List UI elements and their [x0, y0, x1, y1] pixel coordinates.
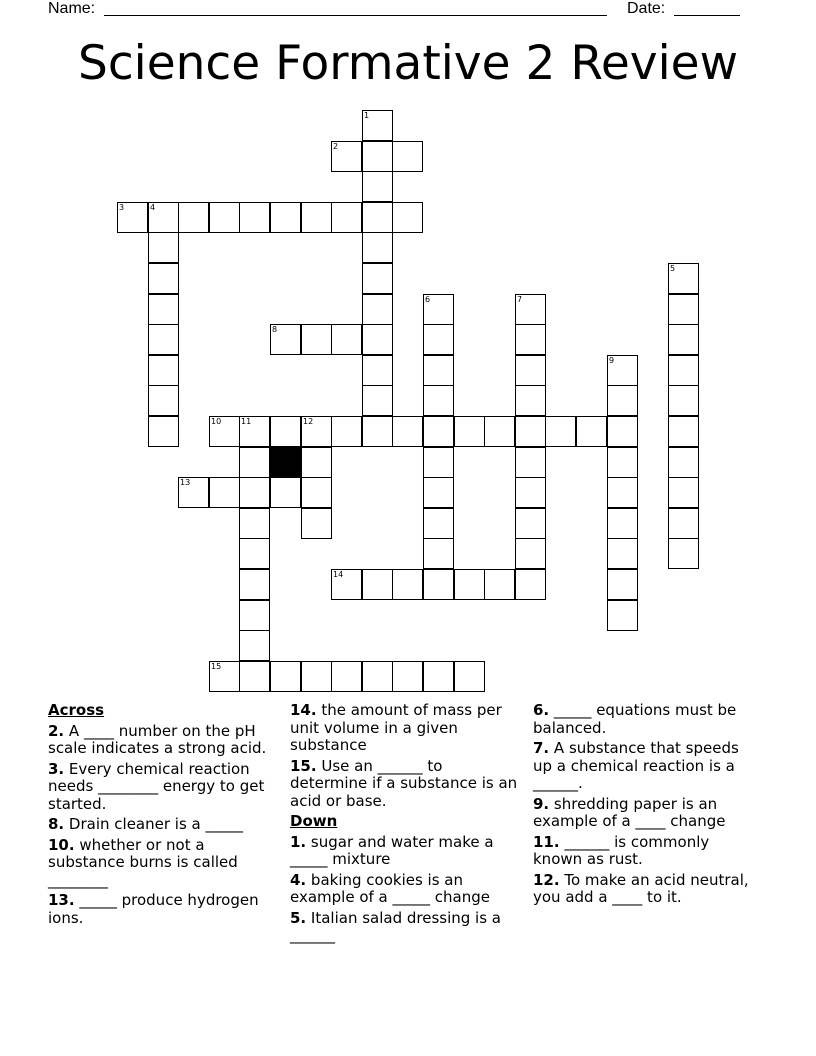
crossword-cell[interactable] [515, 385, 546, 416]
crossword-cell[interactable] [668, 385, 699, 416]
crossword-cell[interactable] [392, 569, 423, 600]
clue-number: 4. [290, 870, 307, 889]
crossword-cell[interactable] [209, 661, 240, 692]
crossword-cell[interactable] [209, 416, 240, 447]
crossword-cell[interactable] [209, 477, 240, 508]
clue-number: 10. [48, 835, 75, 854]
crossword-cell[interactable] [331, 141, 362, 172]
clue-text: A ____ number on the pH scale indicates a strong acid. [48, 721, 267, 757]
page-title: Science Formative 2 Review [77, 36, 739, 91]
crossword-cell[interactable] [362, 324, 393, 355]
crossword-cell[interactable] [515, 294, 546, 325]
crossword-cell[interactable] [423, 538, 454, 569]
crossword-cell[interactable] [454, 416, 485, 447]
crossword-cell[interactable] [270, 661, 301, 692]
cell-number-label: 3 [119, 203, 125, 212]
clue-text: To make an acid neutral, you add a ____ to it. [533, 870, 749, 906]
crossword-cell[interactable] [148, 232, 179, 263]
clue-text: _____ equations must be balanced. [533, 701, 737, 737]
crossword-cell[interactable] [362, 661, 393, 692]
crossword-cell[interactable] [423, 569, 454, 600]
clue-text: Use an ______ to determine if a substance is an acid or base. [290, 756, 518, 810]
crossword-cell[interactable] [148, 263, 179, 294]
crossword-cell[interactable] [239, 416, 270, 447]
clue-number: 6. [533, 701, 550, 719]
cell-number-label: 7 [517, 295, 523, 304]
clue-across-10 [48, 837, 270, 890]
crossword-cell[interactable] [607, 447, 638, 478]
crossword-cell[interactable] [515, 416, 546, 447]
crossword-cell[interactable] [301, 477, 332, 508]
clue-text: sugar and water make a _____ mixture [290, 832, 494, 868]
crossword-cell[interactable] [148, 202, 179, 233]
across-heading: Across [48, 701, 105, 719]
clue-down-9 [533, 796, 759, 831]
cell-number-label: 11 [241, 417, 252, 426]
crossword-cell[interactable] [576, 416, 607, 447]
crossword-cell[interactable] [270, 416, 301, 447]
clue-number: 8. [48, 815, 65, 833]
crossword-cell[interactable] [668, 447, 699, 478]
crossword-cell[interactable] [301, 508, 332, 539]
crossword-cell[interactable] [668, 416, 699, 447]
crossword-cell[interactable] [515, 447, 546, 478]
crossword-cell[interactable] [239, 630, 270, 661]
crossword-cell[interactable] [423, 477, 454, 508]
clue-down-1 [290, 834, 518, 869]
crossword-cell[interactable] [607, 600, 638, 631]
date-label: Date: [627, 0, 666, 17]
clue-text: whether or not a substance burns is called ________ [48, 835, 238, 889]
crossword-cell[interactable] [423, 447, 454, 478]
crossword-cell[interactable] [362, 385, 393, 416]
crossword-cell[interactable] [239, 447, 270, 478]
crossword-cell[interactable] [668, 477, 699, 508]
crossword-cell[interactable] [331, 661, 362, 692]
crossword-cell[interactable] [668, 294, 699, 325]
clue-number: 5. [290, 908, 307, 927]
cell-number-label: 14 [333, 570, 344, 579]
crossword-cell[interactable] [607, 538, 638, 569]
crossword-cell[interactable] [362, 232, 393, 263]
crossword-cell[interactable] [607, 416, 638, 447]
clue-down-4 [290, 872, 518, 907]
crossword-cell[interactable] [148, 416, 179, 447]
crossword-black-cell [270, 447, 301, 478]
name-label: Name: [48, 0, 96, 17]
cell-number-label: 4 [150, 203, 156, 212]
cell-number-label: 2 [333, 142, 339, 151]
crossword-cell[interactable] [270, 202, 301, 233]
crossword-cell[interactable] [668, 263, 699, 294]
crossword-cell[interactable] [331, 324, 362, 355]
crossword-cell[interactable] [515, 538, 546, 569]
crossword-cell[interactable] [484, 569, 515, 600]
clue-text: ______ is commonly known as rust. [533, 832, 710, 868]
crossword-cell[interactable] [239, 600, 270, 631]
crossword-cell[interactable] [362, 416, 393, 447]
clue-number: 3. [48, 759, 65, 778]
clue-across-8 [48, 816, 270, 834]
crossword-cell[interactable] [331, 569, 362, 600]
crossword-cell[interactable] [362, 171, 393, 202]
crossword-cell[interactable] [209, 202, 240, 233]
clue-number: 1. [290, 832, 307, 851]
clue-down-6 [533, 702, 759, 737]
crossword-cell[interactable] [515, 477, 546, 508]
crossword-cell[interactable] [423, 385, 454, 416]
crossword-cell[interactable] [362, 141, 393, 172]
crossword-cell[interactable] [148, 385, 179, 416]
crossword-cell[interactable] [392, 141, 423, 172]
crossword-cell[interactable] [362, 263, 393, 294]
crossword-cell[interactable] [607, 385, 638, 416]
crossword-cell[interactable] [362, 355, 393, 386]
crossword-cell[interactable] [607, 569, 638, 600]
clue-down-5 [290, 910, 518, 945]
clue-across-13 [48, 892, 270, 927]
clue-across-2 [48, 723, 270, 758]
crossword-cell[interactable] [239, 661, 270, 692]
crossword-cell[interactable] [148, 324, 179, 355]
crossword-cell[interactable] [331, 202, 362, 233]
crossword-cell[interactable] [362, 569, 393, 600]
down-heading: Down [290, 812, 338, 830]
crossword-cell[interactable] [515, 355, 546, 386]
cell-number-label: 5 [670, 264, 676, 273]
clue-down-12 [533, 872, 759, 907]
clue-number: 13. [48, 891, 75, 909]
clue-down-7 [533, 740, 759, 793]
crossword-cell[interactable] [148, 294, 179, 325]
clue-number: 15. [290, 756, 317, 775]
crossword-cell[interactable] [515, 324, 546, 355]
clues-column-2 [290, 702, 518, 948]
crossword-cell[interactable] [423, 508, 454, 539]
clue-number: 11. [533, 832, 560, 851]
clue-number: 7. [533, 739, 550, 757]
cell-number-label: 15 [211, 662, 222, 671]
clue-text: Drain cleaner is a _____ [68, 815, 243, 833]
clue-across-3 [48, 761, 270, 814]
crossword-cell[interactable] [301, 202, 332, 233]
clue-text: shredding paper is an example of a ____ change [533, 794, 726, 830]
clue-text: Italian salad dressing is a ______ [290, 908, 501, 944]
crossword-cell[interactable] [148, 355, 179, 386]
clue-text: the amount of mass per unit volume in a given substance [290, 701, 502, 754]
crossword-cell[interactable] [454, 661, 485, 692]
crossword-cell[interactable] [362, 202, 393, 233]
crossword-cell[interactable] [668, 508, 699, 539]
cell-number-label: 10 [211, 417, 222, 426]
crossword-cell[interactable] [239, 202, 270, 233]
crossword-cell[interactable] [239, 477, 270, 508]
crossword-cell[interactable] [668, 355, 699, 386]
cell-number-label: 12 [303, 417, 314, 426]
crossword-cell[interactable] [331, 416, 362, 447]
crossword-cell[interactable] [515, 569, 546, 600]
crossword-cell[interactable] [117, 202, 148, 233]
crossword-cell[interactable] [423, 416, 454, 447]
crossword-cell[interactable] [270, 477, 301, 508]
crossword-cell[interactable] [668, 324, 699, 355]
clue-number: 12. [533, 870, 560, 889]
cell-number-label: 8 [272, 325, 278, 334]
crossword-cell[interactable] [239, 538, 270, 569]
clue-across-15 [290, 758, 518, 811]
crossword-cell[interactable] [362, 294, 393, 325]
crossword-cell[interactable] [301, 324, 332, 355]
crossword-cell[interactable] [607, 355, 638, 386]
crossword-cell[interactable] [607, 477, 638, 508]
clue-across-14 [290, 702, 518, 755]
crossword-cell[interactable] [301, 447, 332, 478]
clue-number: 9. [533, 794, 550, 813]
crossword-cell[interactable] [668, 538, 699, 569]
crossword-cell[interactable] [423, 324, 454, 355]
clue-text: A substance that speeds up a chemical reaction is a ______. [533, 739, 739, 792]
clue-down-11 [533, 834, 759, 869]
clue-number: 2. [48, 721, 65, 740]
cell-number-label: 6 [425, 295, 431, 304]
cell-number-label: 1 [364, 111, 370, 120]
cell-number-label: 9 [609, 356, 615, 365]
clues-column-1 [48, 702, 270, 930]
crossword-cell[interactable] [392, 661, 423, 692]
crossword-cell[interactable] [484, 416, 515, 447]
crossword-cell[interactable] [423, 355, 454, 386]
crossword-cell[interactable] [239, 508, 270, 539]
clue-text: Every chemical reaction needs ________ energy to get started. [48, 759, 265, 813]
clue-text: _____ produce hydrogen ions. [48, 891, 259, 927]
clues-column-3 [533, 702, 759, 910]
crossword-cell[interactable] [454, 569, 485, 600]
cell-number-label: 13 [180, 478, 191, 487]
crossword-cell[interactable] [301, 661, 332, 692]
crossword-cell[interactable] [362, 110, 393, 141]
crossword-cell[interactable] [270, 324, 301, 355]
crossword-cell[interactable] [239, 569, 270, 600]
crossword-cell[interactable] [301, 416, 332, 447]
crossword-cell[interactable] [178, 202, 209, 233]
crossword-cell[interactable] [515, 508, 546, 539]
crossword-cell[interactable] [178, 477, 209, 508]
crossword-cell[interactable] [607, 508, 638, 539]
crossword-cell[interactable] [423, 294, 454, 325]
clue-number: 14. [290, 701, 317, 719]
crossword-cell[interactable] [392, 202, 423, 233]
crossword-cell[interactable] [545, 416, 576, 447]
crossword-cell[interactable] [423, 661, 454, 692]
crossword-cell[interactable] [392, 416, 423, 447]
clue-text: baking cookies is an example of a _____ change [290, 870, 490, 906]
